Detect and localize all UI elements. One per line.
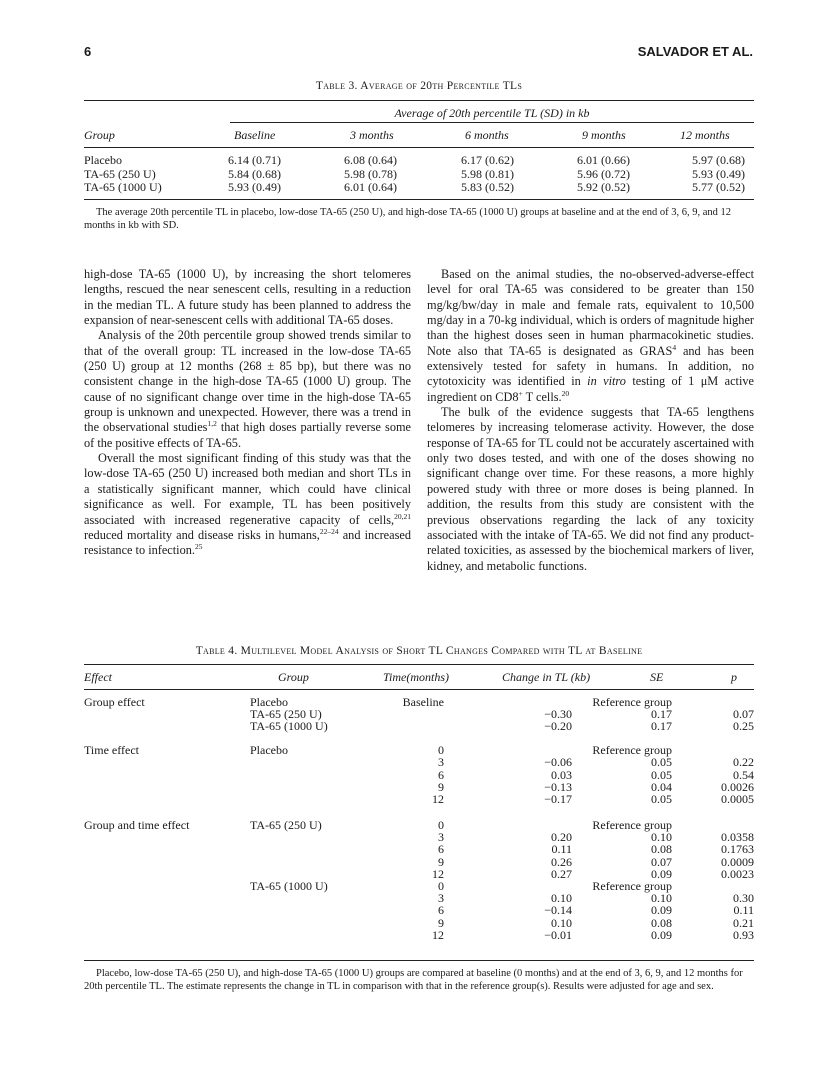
p-cell: 0.25	[733, 719, 754, 734]
value-cell: 5.83 (0.52)	[461, 180, 514, 194]
time-cell: 0	[438, 743, 444, 758]
effect-cell: Group and time effect	[84, 817, 190, 832]
table3-col-group: Group	[84, 128, 115, 142]
paragraph: Analysis of the 20th percentile group showed trends similar to that of the overall group: TL increased in the low-dose TA-65 (250 U) group at 12 months (268 ± 85 bp), but there was no consistent change in the high-dose TA-65 (1000 U) group. The cause of no significant change over time in the high-dose TA-65 group is unknown and unexpected. However, there was a trend in the observational studies$^{1,2}$ that high doses partially reverse some of the positive effects of TA-65.	[84, 328, 411, 450]
group-cell: TA-65 (1000 U)	[84, 180, 162, 194]
table3-col-9m: 9 months	[582, 128, 626, 142]
time-cell: 6	[438, 767, 444, 782]
time-cell: 0	[438, 878, 444, 893]
p-cell: 0.11	[733, 903, 754, 918]
table3-col-baseline: Baseline	[234, 128, 276, 142]
table4-header-row	[84, 670, 754, 684]
p-cell: 0.22	[733, 755, 754, 770]
se-cell: Reference group	[592, 695, 672, 709]
value-cell: 5.98 (0.81)	[461, 166, 514, 181]
body-left-column	[84, 267, 411, 559]
table4-bottom-rule	[84, 960, 754, 961]
group-cell: Placebo	[84, 153, 122, 167]
se-cell: 0.10	[651, 830, 672, 845]
p-cell: 0.21	[733, 915, 754, 930]
paragraph: Overall the most significant finding of this study was that the low-dose TA-65 (250 U) increased both median and short TLs in a statistically significant manner, which could have clinical significance as well. For example, TL has been positively associated with increased regenerative capacity of cells,$^{20,21}$ reduced mortality and disease risks in humans,$^{22-24}$ and increased resistance to infection.$^{25}$	[84, 451, 411, 558]
p-cell: 0.07	[733, 707, 754, 722]
table-row	[84, 167, 754, 181]
p-cell: 0.54	[733, 767, 754, 782]
value-cell: 6.14 (0.71)	[228, 153, 281, 167]
change-cell: 0.27	[551, 866, 572, 881]
table-row	[84, 153, 754, 167]
group-cell: Placebo	[250, 743, 288, 758]
table-row	[84, 719, 754, 733]
table3-col-6m: 6 months	[465, 128, 509, 142]
table3-header-rule	[84, 147, 754, 148]
group-cell: TA-65 (250 U)	[250, 817, 322, 832]
group-cell: TA-65 (1000 U)	[250, 878, 328, 893]
value-cell: 5.98 (0.78)	[344, 166, 397, 181]
change-cell: 0.10	[551, 891, 572, 906]
time-cell: 6	[438, 903, 444, 918]
table-row	[84, 928, 754, 942]
se-cell: 0.04	[651, 779, 672, 794]
time-cell: 0	[438, 817, 444, 832]
time-cell: 12	[432, 927, 444, 942]
se-cell: 0.09	[651, 927, 672, 942]
value-cell: 5.93 (0.49)	[692, 166, 745, 181]
change-cell: −0.01	[544, 927, 572, 942]
time-cell: 3	[438, 830, 444, 845]
table3-spanner: Average of 20th percentile TL (SD) in kb	[394, 106, 590, 120]
table-row	[84, 180, 754, 194]
change-cell: 0.20	[551, 830, 572, 845]
value-cell: 5.93 (0.49)	[228, 180, 281, 194]
se-cell: 0.10	[651, 891, 672, 906]
table3-spanner-rule	[230, 122, 754, 123]
change-cell: 0.26	[551, 854, 572, 869]
time-cell: Baseline	[402, 695, 444, 709]
change-cell: −0.14	[544, 903, 572, 918]
p-cell: 0.1763	[721, 842, 754, 857]
se-cell: Reference group	[592, 743, 672, 758]
p-cell: 0.30	[733, 891, 754, 906]
se-cell: 0.08	[651, 842, 672, 857]
value-cell: 5.84 (0.68)	[228, 166, 281, 181]
group-cell: TA-65 (1000 U)	[250, 719, 328, 734]
value-cell: 6.01 (0.64)	[344, 180, 397, 194]
value-cell: 6.17 (0.62)	[461, 153, 514, 167]
paragraph: The bulk of the evidence suggests that TA-65 lengthens telomeres by increasing telomerase activity. However, the dose response of TA-65 for TL could not be accurately ascertained with only two doses tested, and with one of the doses showing no significant change over time. For these reasons, a more highly powered study with three or more doses is being planned. In addition, the results from this study are consistent with the previous observations regarding the lack of any toxicity associated with the intake of TA-65. We did not find any product-related toxicities, as assessed by the biochemical markers of liver, kidney, and metabolic functions.	[427, 405, 754, 573]
se-cell: Reference group	[592, 878, 672, 893]
value-cell: 5.96 (0.72)	[577, 166, 630, 181]
value-cell: 5.97 (0.68)	[692, 153, 745, 167]
p-cell: 0.0005	[721, 791, 754, 806]
body-right-column	[427, 267, 754, 574]
se-cell: 0.09	[651, 866, 672, 881]
value-cell: 6.08 (0.64)	[344, 153, 397, 167]
se-cell: 0.07	[651, 854, 672, 869]
paragraph: high-dose TA-65 (1000 U), by increasing the short telomeres lengths, rescued the near senescent cells, resulting in a reduction in the median TL. A future study has been planned to address the expansion of near-senescent cells with additional TA-65 doses.	[84, 267, 411, 328]
table4-col-p: p	[731, 670, 737, 684]
table3-top-rule	[84, 100, 754, 101]
table3-bottom-rule	[84, 199, 754, 200]
se-cell: 0.09	[651, 903, 672, 918]
table-row	[84, 792, 754, 806]
page-number: 6	[84, 44, 92, 59]
se-cell: 0.05	[651, 755, 672, 770]
p-cell: 0.0023	[721, 866, 754, 881]
time-cell: 3	[438, 891, 444, 906]
table4-col-group: Group	[278, 670, 309, 684]
p-cell: 0.0026	[721, 779, 754, 794]
se-cell: 0.08	[651, 915, 672, 930]
change-cell: −0.06	[544, 755, 572, 770]
se-cell: Reference group	[592, 817, 672, 832]
table4-header-rule	[84, 689, 754, 690]
effect-cell: Time effect	[84, 743, 139, 758]
table4-caption: Table 4. Multilevel Model Analysis of Short TL Changes Compared with TL at Baseline	[195, 645, 643, 657]
table4-col-effect: Effect	[84, 670, 112, 684]
time-cell: 3	[438, 755, 444, 770]
value-cell: 5.77 (0.52)	[692, 180, 745, 194]
group-cell: Placebo	[250, 695, 288, 709]
effect-cell: Group effect	[84, 695, 145, 709]
change-cell: 0.10	[551, 915, 572, 930]
se-cell: 0.05	[651, 767, 672, 782]
time-cell: 9	[438, 915, 444, 930]
table4-top-rule	[84, 664, 754, 665]
value-cell: 6.01 (0.66)	[577, 153, 630, 167]
change-cell: 0.11	[551, 842, 572, 857]
change-cell: −0.13	[544, 779, 572, 794]
running-header	[0, 44, 835, 60]
table4-col-time: Time(months)	[383, 670, 449, 684]
change-cell: −0.17	[544, 791, 572, 806]
time-cell: 12	[432, 791, 444, 806]
se-cell: 0.17	[651, 719, 672, 734]
change-cell: −0.30	[544, 707, 572, 722]
table3-col-3m: 3 months	[350, 128, 394, 142]
table4-note: Placebo, low-dose TA-65 (250 U), and high-dose TA-65 (1000 U) groups are compared at baseline (0 months) and at the end of 3, 6, 9, and 12 months for 20th percentile TL. The estimate represents the change in TL in comparison with that in the reference group(s). Results were adjusted for age and sex.	[84, 968, 743, 992]
table3-col-12m: 12 months	[680, 128, 730, 142]
table3-header-row	[84, 128, 754, 142]
value-cell: 5.92 (0.52)	[577, 180, 630, 194]
time-cell: 6	[438, 842, 444, 857]
table3-caption: Table 3. Average of 20th Percentile TLs	[315, 80, 523, 92]
se-cell: 0.05	[651, 791, 672, 806]
time-cell: 9	[438, 779, 444, 794]
p-cell: 0.93	[733, 927, 754, 942]
p-cell: 0.0358	[721, 830, 754, 845]
change-cell: 0.03	[551, 767, 572, 782]
se-cell: 0.17	[651, 707, 672, 722]
table4-col-se: SE	[650, 670, 664, 684]
p-cell: 0.0009	[721, 854, 754, 869]
group-cell: TA-65 (250 U)	[250, 707, 322, 722]
running-head-authors: SALVADOR ET AL.	[637, 44, 753, 59]
table3-note: The average 20th percentile TL in placebo, low-dose TA-65 (250 U), and high-dose TA-65 (1000 U) groups at baseline and at the end of 3, 6, 9, and 12 months in kb with SD.	[84, 207, 732, 231]
table4-col-change: Change in TL (kb)	[502, 670, 591, 684]
group-cell: TA-65 (250 U)	[84, 166, 156, 181]
time-cell: 12	[432, 866, 444, 881]
paragraph: Based on the animal studies, the no-observed-adverse-effect level for oral TA-65 was considered to be greater than 150 mg/kg/bw/day in male and female rats, equivalent to 10,500 mg/day in a 70-kg individual, which is orders of magnitude higher than the highest doses seen in human pharmacokinetic studies. Note also that TA-65 is designated as GRAS$^4$ and has been extensively tested for safety in humans. In addition, no cytotoxicity was identified in in vitro testing of 1 μM active ingredient on CD8+ T cells.$^{20}$	[427, 267, 754, 404]
change-cell: −0.20	[544, 719, 572, 734]
time-cell: 9	[438, 854, 444, 869]
